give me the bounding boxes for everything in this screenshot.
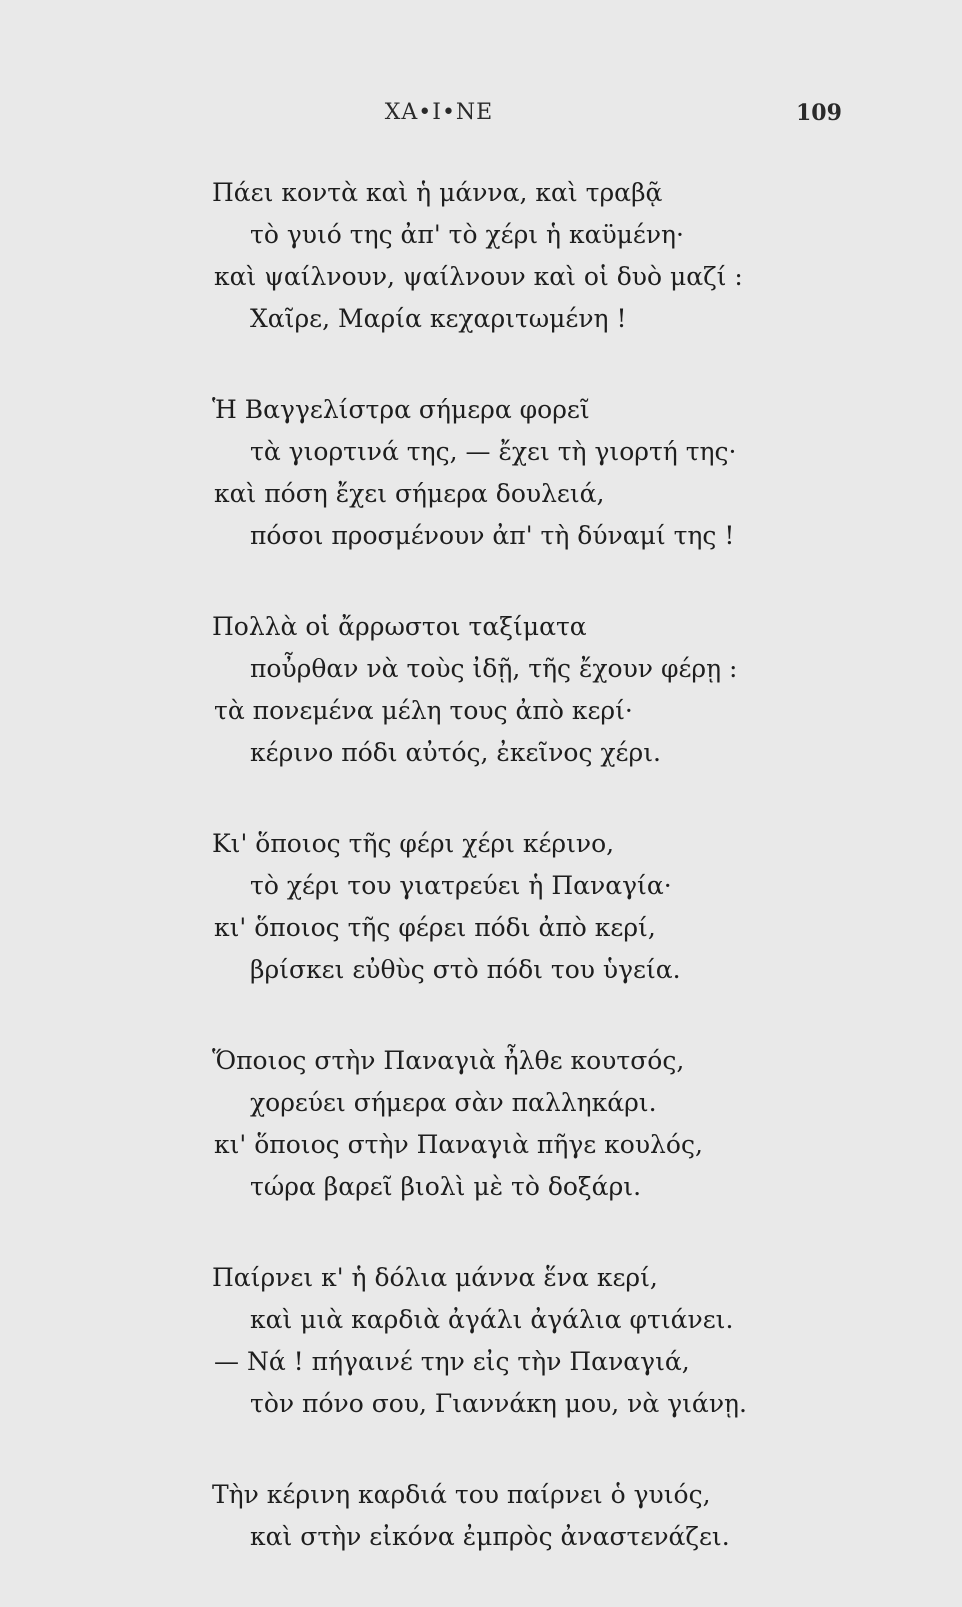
verse-line: χορεύει σήμερα σὰν παλληκάρι. <box>250 1088 657 1117</box>
stanza <box>0 389 962 557</box>
verse-line: Τὴν κέρινη καρδιά του παίρνει ὁ γυιός, <box>212 1480 711 1509</box>
verse-line: — Νά ! πήγαινέ την εἰς τὴν Παναγιά, <box>214 1347 690 1376</box>
verse-line: κι' ὅποιος στὴν Παναγιὰ πῆγε κουλός, <box>214 1130 703 1159</box>
stanza <box>0 606 962 774</box>
verse-line: ποὖρθαν νὰ τοὺς ἰδῇ, τῆς ἔχουν φέρῃ : <box>250 654 738 683</box>
verse-line: Ἡ Βαγγελίστρα σήμερα φορεῖ <box>212 395 590 424</box>
verse-line: κέρινο πόδι αὐτός, ἐκεῖνος χέρι. <box>250 738 661 767</box>
verse-line: καὶ πόση ἔχει σήμερα δουλειά, <box>214 479 605 508</box>
stanza <box>0 823 962 991</box>
running-title: ΧΑ•Ι•ΝΕ <box>384 100 494 125</box>
verse-line: βρίσκει εὐθὺς στὸ πόδι του ὑγεία. <box>250 955 681 984</box>
verse-line: Πολλὰ οἱ ἄρρωστοι ταξίματα <box>212 612 587 641</box>
verse-line: Κι' ὅποιος τῆς φέρι χέρι κέρινο, <box>212 829 615 858</box>
stanza <box>0 172 962 340</box>
verse-line: Χαῖρε, Μαρία κεχαριτωμένη ! <box>250 304 627 333</box>
verse-line: καὶ στὴν εἰκόνα ἐμπρὸς ἀναστενάζει. <box>250 1522 730 1551</box>
verse-line: τὸ χέρι του γιατρεύει ἡ Παναγία· <box>250 871 672 900</box>
verse-line: Παίρνει κ' ἡ δόλια μάννα ἕνα κερί, <box>212 1263 658 1292</box>
verse-line: τώρα βαρεῖ βιολὶ μὲ τὸ δοξάρι. <box>250 1172 642 1201</box>
verse-line: τὸν πόνο σου, Γιαννάκη μου, νὰ γιάνῃ. <box>250 1389 747 1418</box>
verse-line: τὸ γυιό της ἀπ' τὸ χέρι ἡ καϋμένη· <box>250 220 684 249</box>
stanza <box>0 1257 962 1425</box>
running-header <box>0 100 962 140</box>
verse-line: καὶ μιὰ καρδιὰ ἀγάλι ἀγάλια φτιάνει. <box>250 1305 734 1334</box>
page-number: 109 <box>796 100 842 126</box>
verse-line: πόσοι προσμένουν ἀπ' τὴ δύναμί της ! <box>250 521 735 550</box>
verse-line: τὰ γιορτινά της, — ἔχει τὴ γιορτή της· <box>250 437 737 466</box>
verse-line: Ὅποιος στὴν Παναγιὰ ἦλθε κουτσός, <box>212 1046 685 1075</box>
stanza <box>0 1040 962 1208</box>
verse-line: Πάει κοντὰ καὶ ἡ μάννα, καὶ τραβᾷ <box>212 178 663 207</box>
verse-line: κι' ὅποιος τῆς φέρει πόδι ἀπὸ κερί, <box>214 913 656 942</box>
stanza <box>0 1474 962 1558</box>
verse-line: καὶ ψαίλνουν, ψαίλνουν καὶ οἱ δυὸ μαζί : <box>214 262 743 291</box>
verse-line: τὰ πονεμένα μέλη τους ἀπὸ κερί· <box>214 696 633 725</box>
poem-body <box>0 172 962 1607</box>
